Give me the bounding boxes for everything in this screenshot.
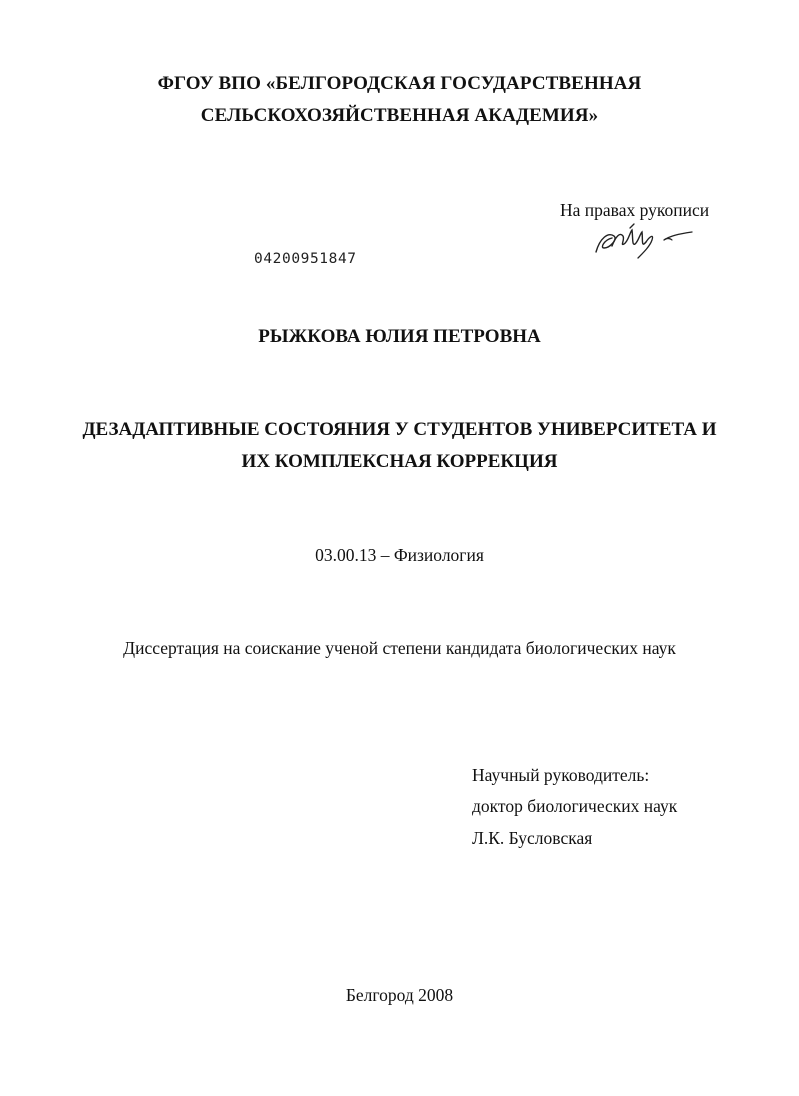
institution-line-1: ФГОУ ВПО «БЕЛГОРОДСКАЯ ГОСУДАРСТВЕННАЯ [157, 73, 642, 94]
supervisor-title: доктор биологических наук [472, 796, 678, 816]
author-name: РЫЖКОВА ЮЛИЯ ПЕТРОВНА [258, 326, 541, 347]
specialty: 03.00.13 – Физиология [315, 545, 484, 565]
handwritten-signature [590, 218, 700, 262]
manuscript-rights: На правах рукописи [560, 200, 710, 220]
institution-line-2: СЕЛЬСКОХОЗЯЙСТВЕННАЯ АКАДЕМИЯ» [200, 105, 599, 126]
place-year: Белгород 2008 [345, 985, 454, 1005]
supervisor-label: Научный руководитель: [472, 765, 650, 785]
thesis-title-line-2: ИХ КОМПЛЕКСНАЯ КОРРЕКЦИЯ [241, 451, 558, 472]
supervisor-name: Л.К. Бусловская [472, 828, 593, 848]
catalog-code: 04200951847 [254, 251, 357, 267]
thesis-title-line-1: ДЕЗАДАПТИВНЫЕ СОСТОЯНИЯ У СТУДЕНТОВ УНИВЕРСИТЕТА И [82, 419, 717, 440]
degree-statement: Диссертация на соискание ученой степени кандидата биологических наук [123, 638, 676, 658]
